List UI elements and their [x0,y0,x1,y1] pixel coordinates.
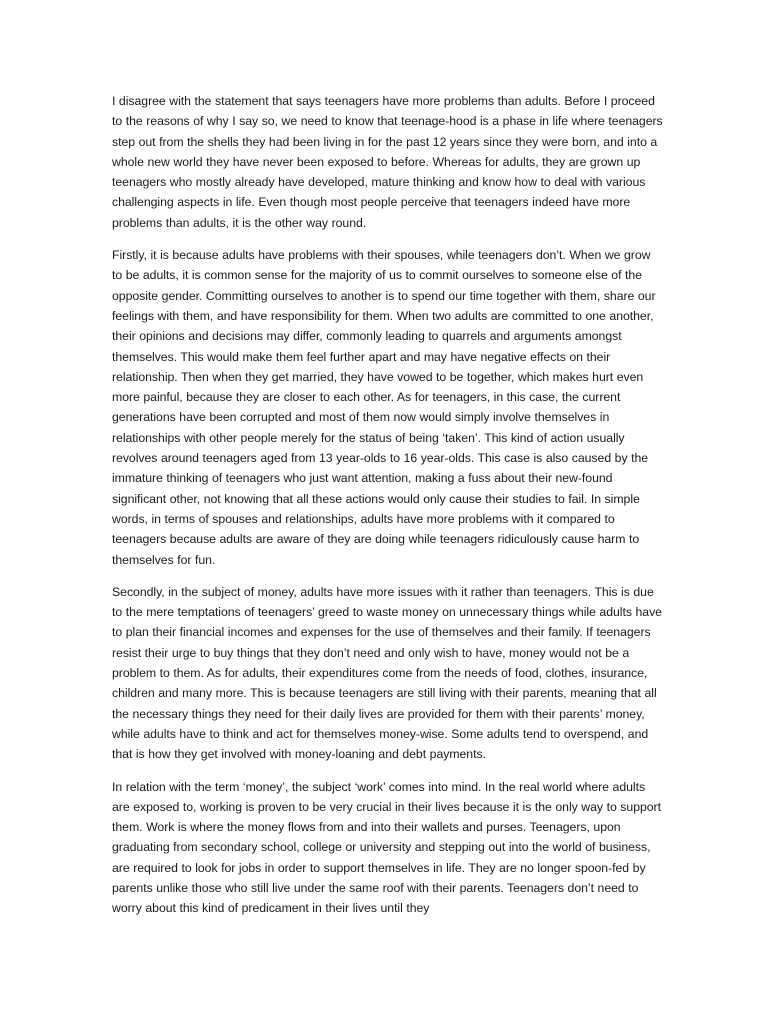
paragraph-money: Secondly, in the subject of money, adults have more issues with it rather than teenagers. This is due to the mere temptations of teenagers’ greed to waste money on unnecessary things while adults have to plan their financial incomes and expenses for the use of themselves and their family. If teenagers resist their urge to buy things that they don’t need and only wish to have, money would not be a problem to them. As for adults, their expenditures come from the needs of food, clothes, insurance, children and many more. This is because teenagers are still living with their parents, meaning that all the necessary things they need for their daily lives are provided for them with their parents’ money, while adults have to think and act for themselves money-wise. Some adults tend to overspend, and that is how they get involved with money-loaning and debt payments. [112,584,662,762]
paragraph-work: In relation with the term ‘money’, the subject ‘work’ comes into mind. In the real world where adults are exposed to, working is proven to be very crucial in their lives because it is the only way to support them. Work is where the money flows from and into their wallets and purses. Teenagers, upon graduating from secondary school, college or university and stepping out into the world of business, are required to look for jobs in order to support themselves in life. They are no longer spoon-fed by parents unlike those who still live under the same roof with their parents. Teenagers don’t need to worry about this kind of predicament in their lives until they [112,779,661,916]
essay-body [112,91,664,931]
paragraph-intro: I disagree with the statement that says teenagers have more problems than adults. Before I proceed to the reasons of why I say so, we need to know that teenage-hood is a phase in life where teenagers step out from the shells they had been living in for the past 12 years since they were born, and into a whole new world they have never been exposed to before. Whereas for adults, they are grown up teenagers who mostly already have developed, mature thinking and know how to deal with various challenging aspects in life. Even though most people perceive that teenagers indeed have more problems than adults, it is the other way round. [112,94,663,230]
paragraph-spouses: Firstly, it is because adults have problems with their spouses, while teenagers don’t. When we grow to be adults, it is common sense for the majority of us to commit ourselves to someone else of the opposite gender. Committing ourselves to another is to spend our time together with them, share our feelings with them, and have responsibility for them. When two adults are committed to one another, their opinions and decisions may differ, commonly leading to quarrels and arguments amongst themselves. This would make them feel further apart and may have negative effects on their relationship. Then when they get married, they have vowed to be together, which makes hurt even more painful, because they are closer to each other. As for teenagers, in this case, the current generations have been corrupted and most of them now would simply involve themselves in relationships with other people merely for the status of being ‘taken’. This kind of action usually revolves around teenagers aged from 13 year-olds to 16 year-olds. This case is also caused by the immature thinking of teenagers who just want attention, making a fuss about their new-found significant other, not knowing that all these actions would only cause their studies to fail. In simple words, in terms of spouses and relationships, adults have more problems with it compared to teenagers because adults are aware of they are doing while teenagers ridiculously cause harm to themselves for fun. [112,248,656,567]
